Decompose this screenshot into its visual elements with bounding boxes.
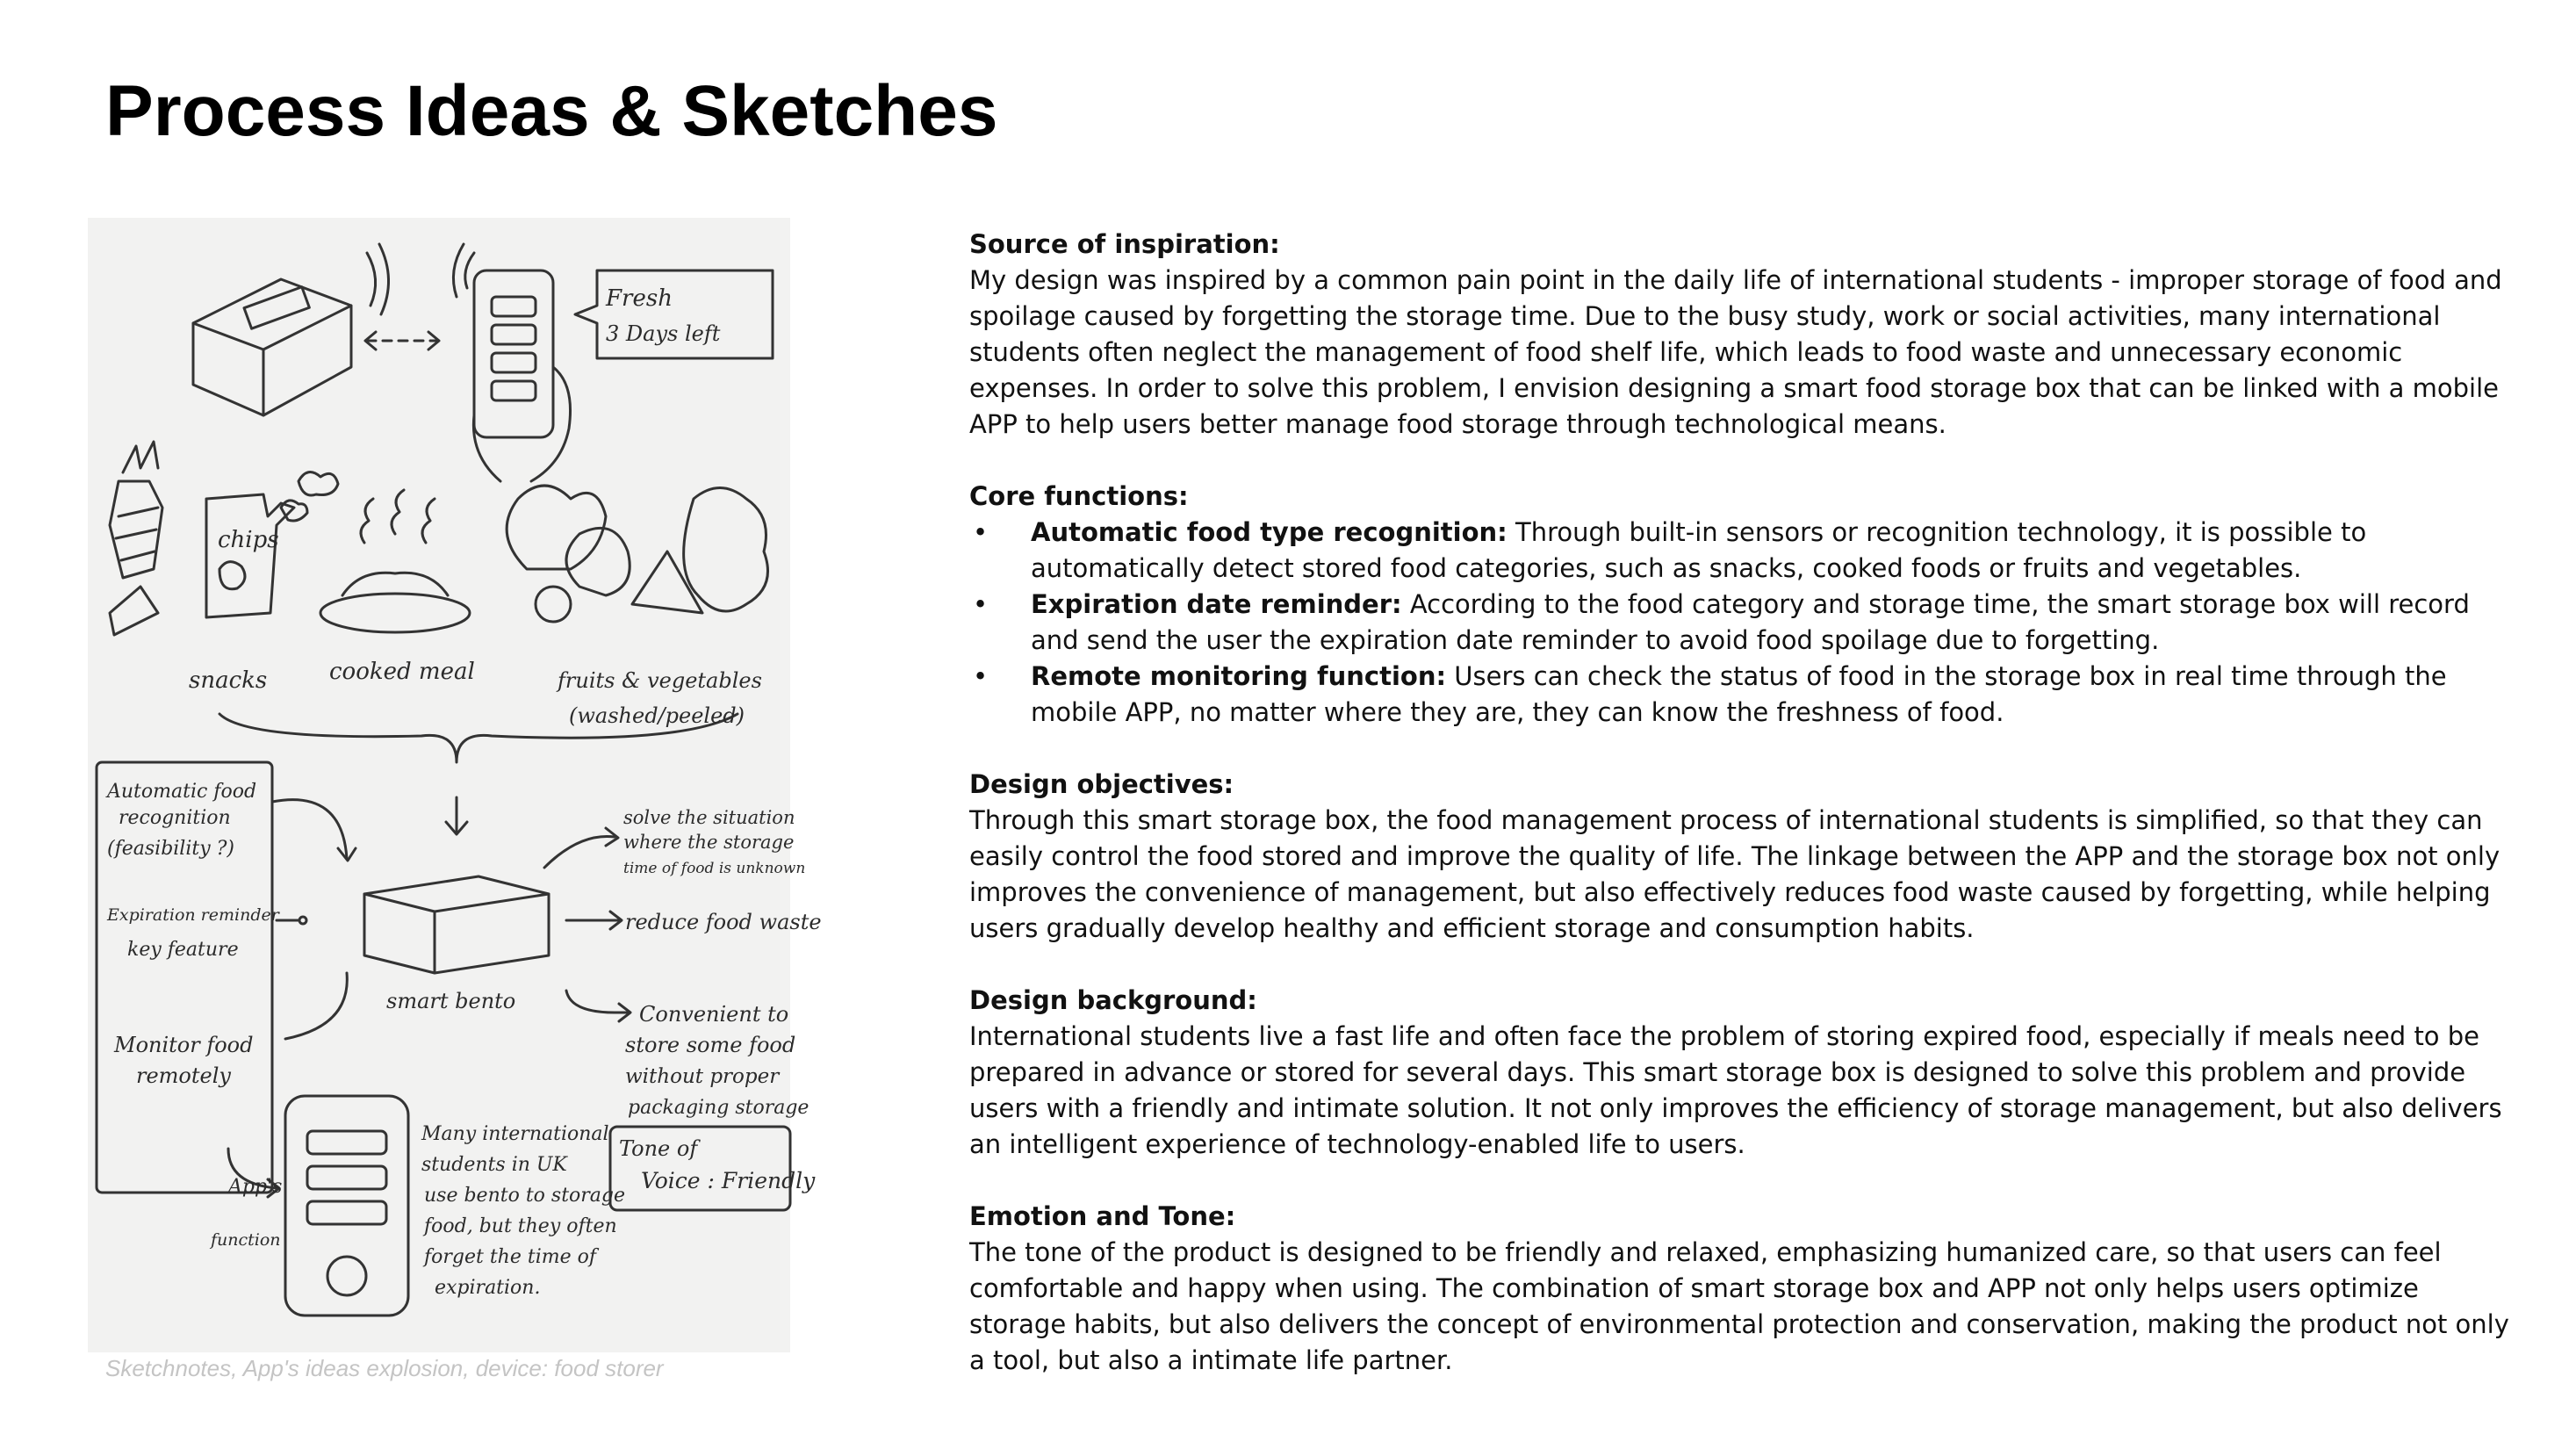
function-description: According to the food category and storage time, the smart storage box will record and send the user the expiration date reminder to avoid food spoilage due to forgetting. <box>1031 589 2470 655</box>
days-left-label: 3 Days left <box>606 321 721 346</box>
fresh-label: Fresh <box>606 285 673 312</box>
list-item <box>969 515 2515 587</box>
list-item <box>969 587 2515 659</box>
sketch-image <box>88 218 822 1352</box>
bullet-icon: • <box>973 517 989 547</box>
description-column <box>969 227 2515 1415</box>
recognition-label: recognition <box>119 807 231 829</box>
fruits-label: fruits & vegetables <box>558 668 762 693</box>
emotion-heading: Emotion and Tone: <box>969 1201 1236 1231</box>
background-heading: Design background: <box>969 985 1257 1015</box>
washed-label: (washed/peeled) <box>569 703 745 728</box>
inspiration-section <box>969 227 2515 443</box>
convenient-label-4: packaging storage <box>628 1097 809 1119</box>
key-feature-label: key feature <box>127 939 239 961</box>
phone-sketch <box>473 270 570 481</box>
convenient-label-1: Convenient to <box>639 1002 789 1027</box>
emotion-body: The tone of the product is designed to be friendly and relaxed, emphasizing humanized care, so that users can feel comfortable and happy when using. The combination of smart storage box and APP not only helps users optimize storage habits, but also delivers the concept of environmental protection and conservation, making the product not only a tool, but also a intimate life partner. <box>969 1237 2509 1375</box>
emotion-section <box>969 1199 2515 1379</box>
bento-box-sketch <box>193 279 351 415</box>
apps-label-1: App's <box>228 1176 283 1198</box>
reduce-label: reduce food waste <box>625 910 822 934</box>
tone-label-1: Tone of <box>619 1136 698 1161</box>
monitor-label: Monitor food <box>114 1033 254 1057</box>
function-term: Automatic food type recognition: <box>1031 517 1507 547</box>
many-label-2: students in UK <box>421 1154 567 1176</box>
inspiration-heading: Source of inspiration: <box>969 229 1280 259</box>
convenient-label-2: store some food <box>625 1033 796 1057</box>
function-description: Users can check the status of food in the storage box in real time through the mobile APP, no matter where they are, they can know the freshness of food. <box>1031 661 2447 727</box>
list-item <box>969 659 2515 731</box>
core-functions-heading: Core functions: <box>969 481 1189 511</box>
feasibility-label: (feasibility ?) <box>107 838 235 860</box>
apps-label-2: function <box>211 1230 281 1250</box>
many-label-5: forget the time of <box>424 1246 597 1268</box>
objectives-heading: Design objectives: <box>969 769 1234 799</box>
solve-label-1: solve the situation <box>623 807 795 828</box>
expiration-label: Expiration reminder <box>107 905 279 925</box>
tone-label-2: Voice : Friendly <box>641 1168 816 1193</box>
smart-bento-sketch <box>364 876 549 973</box>
objectives-section <box>969 767 2515 947</box>
sketchnote-drawing <box>88 218 822 1352</box>
app-phone-sketch <box>285 1096 408 1315</box>
solve-label-2: where the storage <box>623 832 795 853</box>
many-label-6: expiration. <box>435 1277 541 1299</box>
function-term: Remote monitoring function: <box>1031 661 1447 691</box>
fruits-vegetables-sketch <box>507 486 767 622</box>
sketch-caption: Sketchnotes, App's ideas explosion, device: food storer <box>105 1355 664 1381</box>
solve-label-3: time of food is unknown <box>623 860 806 877</box>
many-label-1: Many international <box>421 1123 609 1145</box>
signal-icon <box>367 253 376 306</box>
bullet-icon: • <box>973 661 989 691</box>
cooked-meal-label: cooked meal <box>329 659 475 685</box>
bullet-icon: • <box>973 589 989 619</box>
core-functions-list <box>969 515 2515 731</box>
remotely-label: remotely <box>136 1063 231 1088</box>
many-label-4: food, but they often <box>424 1215 617 1237</box>
background-body: International students live a fast life and often face the problem of storing expired food, especially if meals need to be prepared in advance or stored for several days. This smart storage box is designed to solve this problem and provide users with a friendly and intimate solution. It not only improves the efficiency of storage management, but also delivers an intelligent experience of technology-enabled life to users. <box>969 1021 2502 1159</box>
core-functions-section <box>969 479 2515 731</box>
snacks-label: snacks <box>189 667 268 694</box>
auto-food-label: Automatic food <box>107 781 257 803</box>
function-description: Through built-in sensors or recognition technology, it is possible to automatically detect stored food categories, such as snacks, cooked foods or fruits and vegetables. <box>1031 517 2367 583</box>
objectives-body: Through this smart storage box, the food management process of international students is simplified, so that they can easily control the food stored and improve the quality of life. The linkage between the APP and the storage box not only improves the convenience of management, but also effectively reduces food waste caused by forgetting, while helping users gradually develop healthy and efficient storage and consumption habits. <box>969 805 2500 943</box>
many-label-3: use bento to storage <box>424 1185 626 1207</box>
background-section <box>969 983 2515 1163</box>
chips-label: chips <box>218 527 279 553</box>
smart-bento-label: smart bento <box>386 989 516 1013</box>
inspiration-body: My design was inspired by a common pain point in the daily life of international students - improper storage of food and spoilage caused by forgetting the storage time. Due to the busy study, work or social activities, many international students often neglect the management of food shelf life, which leads to food waste and unnecessary economic expenses. In order to solve this problem, I envision designing a smart food storage box that can be linked with a mobile APP to help users better manage food storage through technological means. <box>969 265 2502 439</box>
page-title: Process Ideas & Sketches <box>105 71 998 151</box>
convenient-label-3: without proper <box>625 1065 780 1088</box>
cooked-meal-sketch <box>320 490 470 632</box>
function-term: Expiration date reminder: <box>1031 589 1402 619</box>
